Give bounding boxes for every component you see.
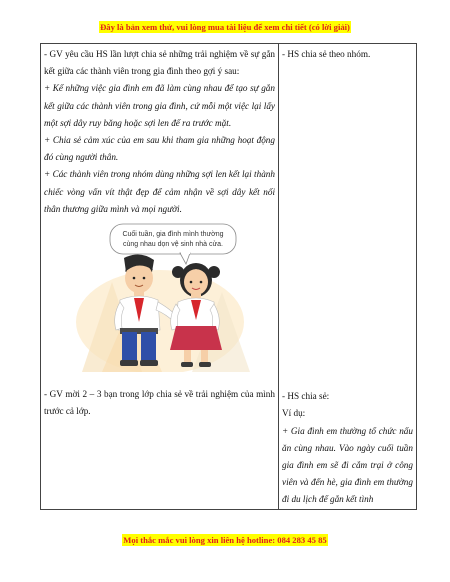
- speech-bubble: [110, 224, 236, 254]
- suggestion-2: + Chia sẻ cảm xúc của em sau khi tham gia những hoạt động đó cùng người thân.: [44, 135, 275, 163]
- student-column: [279, 44, 417, 510]
- teacher-intro: - GV yêu cầu HS lần lượt chia sẻ những trải nghiệm về sự gắn kết giữa các thành viên trong gia đình theo gợi ý sau:: [44, 49, 275, 77]
- children-illustration: [72, 222, 254, 372]
- example-answer: + Gia đình em thường tổ chức nấu ăn cùng nhau. Vào ngày cuối tuần gia đình em sẽ đi cắm trại ở công viên và đến hè, gia đình em thường đi du lịch để gắn kết tình: [282, 425, 413, 505]
- teacher-column: [41, 44, 279, 510]
- example-label: Ví dụ:: [282, 408, 306, 419]
- student-share-group: - HS chia sẻ theo nhóm.: [282, 49, 371, 59]
- teacher-invite: - GV mời 2 – 3 bạn trong lớp chia sẻ về trải nghiệm của mình trước cả lớp.: [44, 389, 275, 417]
- lesson-table: [40, 43, 417, 510]
- suggestion-1: + Kể những việc gia đình em đã làm cùng nhau để tạo sự gắn kết giữa các thành viên trong gia đình, cứ mỗi một việc lại lấy một sợi dây ruy băng hoặc sợi len để ra trước mặt.: [44, 83, 275, 128]
- hotline-text: Mọi thắc mắc vui lòng xin liên hệ hotline: 084 283 45 85: [123, 535, 327, 545]
- preview-banner-text: Đây là bản xem thử, vui lòng mua tài liệu để xem chi tiết (có lời giải): [100, 22, 350, 32]
- suggestion-3: + Các thành viên trong nhóm dùng những sợi len kết lại thành chiếc vòng vấn vít thật đẹp để cảm nhận về sợi dây kết nối thân thương giữa mình và mọi người.: [44, 169, 275, 214]
- bubble-text-2: cùng nhau dọn vệ sinh nhà cửa.: [122, 241, 224, 249]
- speech-bubble-tail: [180, 253, 190, 264]
- table-row: [41, 44, 417, 510]
- preview-banner: [0, 22, 450, 32]
- student-share: - HS chia sẻ:: [282, 391, 330, 402]
- bubble-text-1: Cuối tuần, gia đình mình thường: [122, 231, 224, 239]
- hotline-footer: [0, 535, 450, 545]
